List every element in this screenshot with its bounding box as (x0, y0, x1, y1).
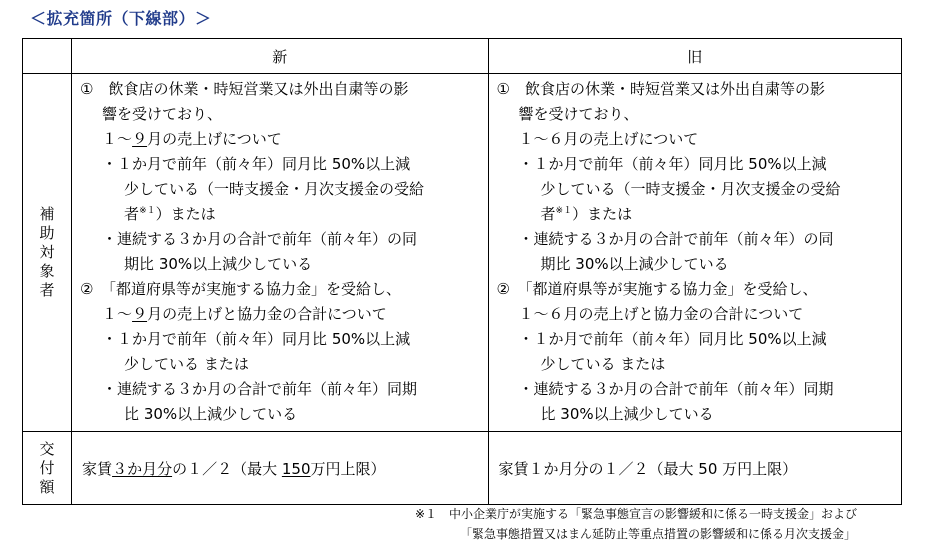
row-label-eligibility: 補 助 対 象 者 (23, 74, 72, 432)
underlined-change: ９ (132, 130, 148, 148)
underlined-change: ９ (132, 305, 148, 323)
old-amount-cell: 家賃１か月分の１／２（最大 50 万円上限） (488, 432, 901, 505)
underlined-change: 150 (281, 459, 311, 478)
new-amount-cell: 家賃３か月分の１／２（最大 150万円上限） (72, 432, 488, 505)
footnote-line-2: 「緊急事態措置又はまん延防止等重点措置の影響緩和に係る月次支援金」 (460, 527, 857, 541)
footnote-line-1: ※１ 中小企業庁が実施する「緊急事態宣言の影響緩和に係る一時支援金」および (415, 507, 858, 521)
footnote-ref: ※１ (555, 206, 573, 216)
row-label-amount: 交 付 額 (23, 432, 72, 505)
comparison-table (22, 38, 902, 505)
table-row-amount (23, 432, 902, 505)
header-old: 旧 (488, 39, 901, 74)
section-heading: ＜拡充箇所（下線部）＞ (30, 9, 212, 28)
table-row-eligibility (23, 74, 902, 432)
header-new: 新 (72, 39, 488, 74)
old-eligibility-cell: ① 飲食店の休業・時短営業又は外出自粛等の影 響を受けており、 １～６月の売上げについて ・１か月で前年（前々年）同月比 50%以上減 少している（一時支援金・月次支援金の受給 者$^{※1}$）または ・連続する３か月の合計で前年（前々年）の同 期比 30%以上減少している ② 「都道府県等が実施する協力金」を受給し、 １～６月の売上げと協力金の合計について ・１か月で前年（前々年）同月比 50%以上減 少している または ・連続する３か月の合計で前年（前々年）同期 比 30%以上減少している (488, 74, 901, 432)
table-header-row (23, 39, 902, 74)
footnote-ref: ※１ (139, 206, 156, 216)
underlined-change: ３か月分 (112, 459, 173, 478)
header-empty-cell (23, 39, 72, 74)
new-eligibility-cell: ① 飲食店の休業・時短営業又は外出自粛等の影 響を受けており、 １～９月の売上げについて ・１か月で前年（前々年）同月比 50%以上減 少している（一時支援金・月次支援金の受給 者$^{※1}$）または ・連続する３か月の合計で前年（前々年）の同 期比 30%以上減少している ② 「都道府県等が実施する協力金」を受給し、 １～９月の売上げと協力金の合計について ・１か月で前年（前々年）同月比 50%以上減 少している または ・連続する３か月の合計で前年（前々年）同期 比 30%以上減少している (72, 74, 488, 432)
